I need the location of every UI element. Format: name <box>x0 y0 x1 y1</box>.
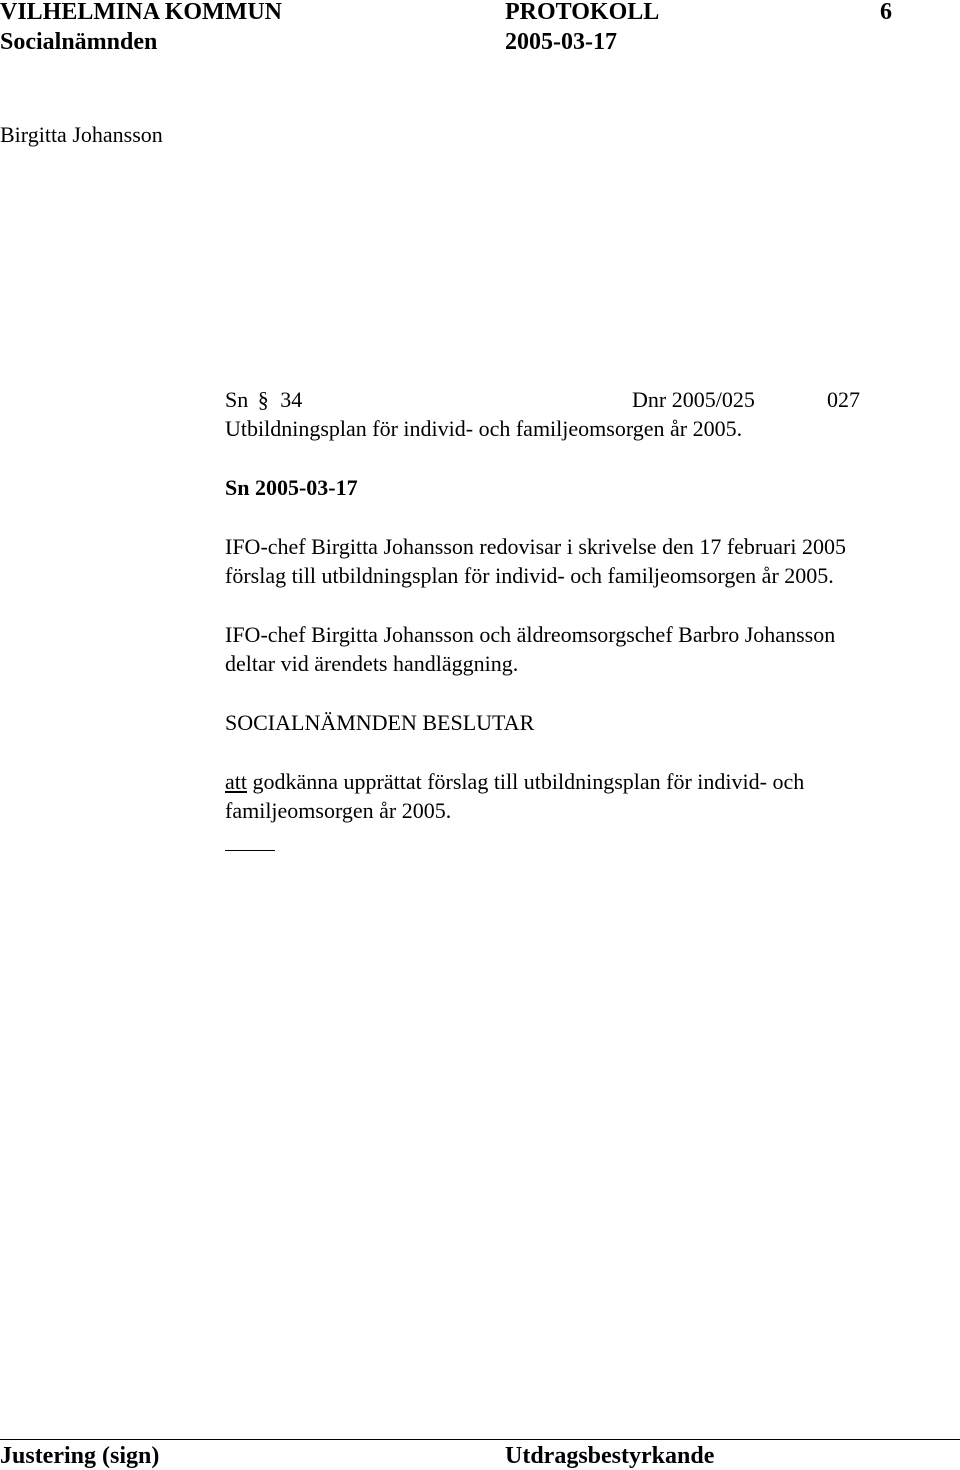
page-number: 6 <box>880 0 892 25</box>
municipality-name: VILHELMINA KOMMUN <box>0 0 282 25</box>
paragraph-2-line-2: deltar vid ärendets handläggning. <box>225 651 519 676</box>
end-rule <box>225 850 275 851</box>
paragraph-1-line-2: förslag till utbildningsplan för individ- och familjeomsorgen år 2005. <box>225 563 834 588</box>
meeting-reference: Sn 2005-03-17 <box>225 475 358 500</box>
footer-utdragsbestyrkande: Utdragsbestyrkande <box>505 1443 715 1469</box>
decision-heading: SOCIALNÄMNDEN BESLUTAR <box>225 710 535 735</box>
diary-number: Dnr 2005/025 <box>632 387 755 412</box>
document-type: PROTOKOLL <box>505 0 660 25</box>
meeting-date: 2005-03-17 <box>505 29 617 55</box>
decision-att: att <box>225 769 247 794</box>
footer-rule <box>0 1439 960 1440</box>
paragraph-number: 34 <box>280 387 303 412</box>
paragraph-sign: § <box>257 387 269 412</box>
item-title: Utbildningsplan för individ- och familjeomsorgen år 2005. <box>225 416 743 441</box>
attendee-name: Birgitta Johansson <box>0 122 163 147</box>
item-number <box>225 385 302 414</box>
classification-code: 027 <box>827 387 860 412</box>
committee-name: Socialnämnden <box>0 29 158 55</box>
decision-text: godkänna upprättat förslag till utbildningsplan för individ- och <box>247 769 805 794</box>
decision-line-2: familjeomsorgen år 2005. <box>225 798 452 823</box>
paragraph-1-line-1: IFO-chef Birgitta Johansson redovisar i skrivelse den 17 februari 2005 <box>225 534 846 559</box>
sn-prefix: Sn <box>225 387 249 412</box>
footer-justering: Justering (sign) <box>0 1443 160 1469</box>
paragraph-2-line-1: IFO-chef Birgitta Johansson och äldreomsorgschef Barbro Johansson <box>225 622 836 647</box>
decision-line-1 <box>225 767 804 796</box>
